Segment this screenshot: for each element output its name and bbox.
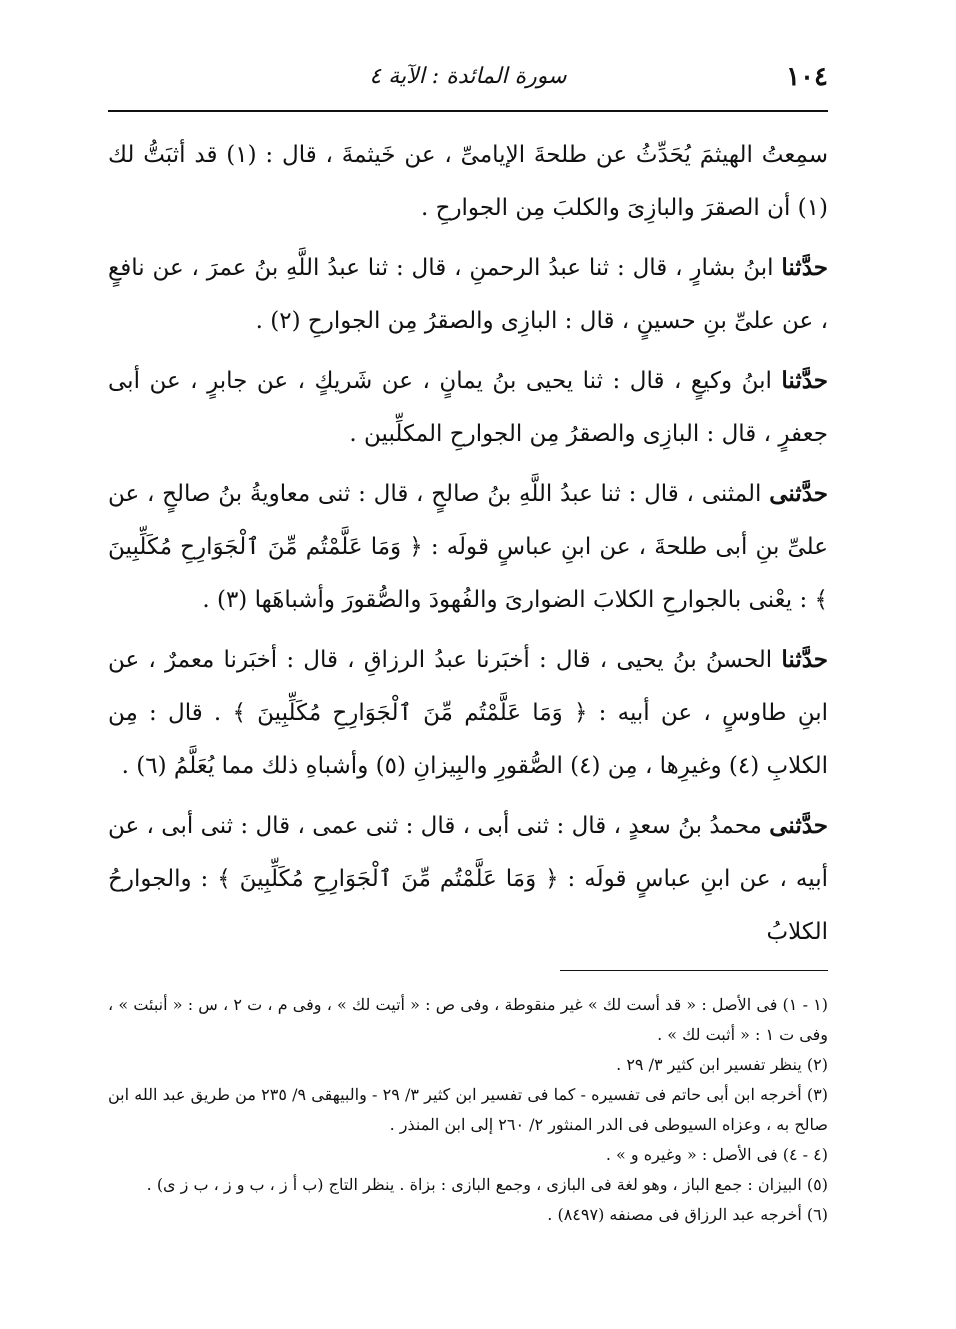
paragraph-text: المثنى ، قال : ثنا عبدُ اللَّهِ بنُ صالحٍ ، قال : ثنى معاويةُ بنُ صالحٍ ، عن علىِّ بنِ أبى طلحةَ ، عن ابنِ عباسٍ قولَه : ﴿ وَمَا عَلَّمْتُم مِّنَ ٱلْجَوَارِحِ مُكَلِّبِينَ ﴾ : يعْنى بالجوارحِ الكلابَ الضوارىَ والفُهودَ والصُّقورَ وأشباهَها (٣) . — [108, 481, 828, 613]
paragraph-lead: حدَّثنى — [769, 812, 829, 839]
paragraph-5 — [108, 633, 828, 793]
footnote-4: (٤ - ٤) فى الأصل : « وغيره و » . — [605, 1145, 828, 1164]
main-text — [108, 128, 828, 965]
footnotes — [108, 990, 828, 1230]
footnote-1: (١ - ١) فى الأصل : « قد أست لك » غير منقوطة ، وفى ص : « أتيت لك » ، وفى م ، ت ٢ ، س : « أنبئت » ، وفى ت ١ : « أثبت لك » . — [108, 995, 828, 1044]
page-header — [108, 62, 828, 102]
header-rule — [108, 110, 828, 112]
paragraph-2 — [108, 241, 828, 348]
paragraph-lead: حدَّثنا — [781, 367, 829, 394]
paragraph-text: ابنُ بشارٍ ، قال : ثنا عبدُ الرحمنِ ، قال : ثنا عبدُ اللَّهِ بنُ عمرَ ، عن نافعٍ ، عن علىِّ بنِ حسينٍ ، قال : البازِى والصقرُ مِن الجوارحِ (٢) . — [108, 255, 828, 334]
paragraph-text: سمِعتُ الهيثمَ يُحَدِّثُ عن طلحةَ الإيامىِّ ، عن خَيثمةَ ، قال : (١) قد أثبَتُّ لك (١) أن الصقرَ والبازِىَ والكلبَ مِن الجوارحِ . — [108, 142, 828, 221]
footnote-2: (٢) ينظر تفسير ابن كثير ٣/ ٢٩ . — [616, 1055, 828, 1074]
footnote-separator — [560, 970, 828, 971]
footnote-5: (٥) البيزان : جمع الباز ، وهو لغة فى البازى ، وجمع البازى : بزاة . ينظر التاج (ب أ ز ، ب و ز ، ب ز ى) . — [146, 1175, 828, 1194]
paragraph-lead: حدَّثنى — [769, 480, 828, 507]
paragraph-4 — [108, 467, 828, 627]
footnote-3: (٣) أخرجه ابن أبى حاتم فى تفسيره - كما فى تفسير ابن كثير ٣/ ٢٩ - والبيهقى ٩/ ٢٣٥ من طريق عبد الله ابن صالح به ، وعزاه السيوطى فى الدر المنثور ٢/ ٢٦٠ إلى ابن المنذر . — [108, 1085, 829, 1134]
paragraph-lead: حدَّثنا — [781, 254, 828, 281]
paragraph-1 — [108, 128, 828, 235]
paragraph-text: محمدُ بنُ سعدٍ ، قال : ثنى أبى ، قال : ثنى عمى ، قال : ثنى أبى ، عن أبيه ، عن ابنِ عباسٍ قولَه : ﴿ وَمَا عَلَّمْتُم مِّنَ ٱلْجَوَارِحِ مُكَلِّبِينَ ﴾ : والجوارحُ الكلابُ — [108, 813, 828, 945]
page-number: ١٠٤ — [786, 62, 828, 92]
paragraph-text: ابنُ وكيعٍ ، قال : ثنا يحيى بنُ يمانٍ ، عن شَريكٍ ، عن جابرٍ ، عن أبى جعفرٍ ، قال : البازِى والصقرُ مِن الجوارحِ المكلِّبين . — [108, 368, 828, 447]
footnote-6: (٦) أخرجه عبد الرزاق فى مصنفه (٨٤٩٧) . — [547, 1205, 828, 1224]
running-head: سورة المائدة : الآية ٤ — [369, 64, 567, 89]
paragraph-6 — [108, 799, 828, 959]
paragraph-3 — [108, 354, 828, 461]
paragraph-lead: حدَّثنا — [781, 646, 829, 673]
paragraph-text: الحسنُ بنُ يحيى ، قال : أخبَرنا عبدُ الرزاقِ ، قال : أخبَرنا معمرٌ ، عن ابنِ طاوسٍ ، عن أبيه : ﴿ وَمَا عَلَّمْتُم مِّنَ ٱلْجَوَارِحِ مُكَلِّبِينَ ﴾ . قال : مِن الكلابِ (٤) وغيرِها ، مِن (٤) الصُّقورِ والبِيزانِ (٥) وأشباهِ ذلك مما يُعَلَّمُ (٦) . — [108, 647, 828, 779]
book-page — [108, 40, 828, 1300]
